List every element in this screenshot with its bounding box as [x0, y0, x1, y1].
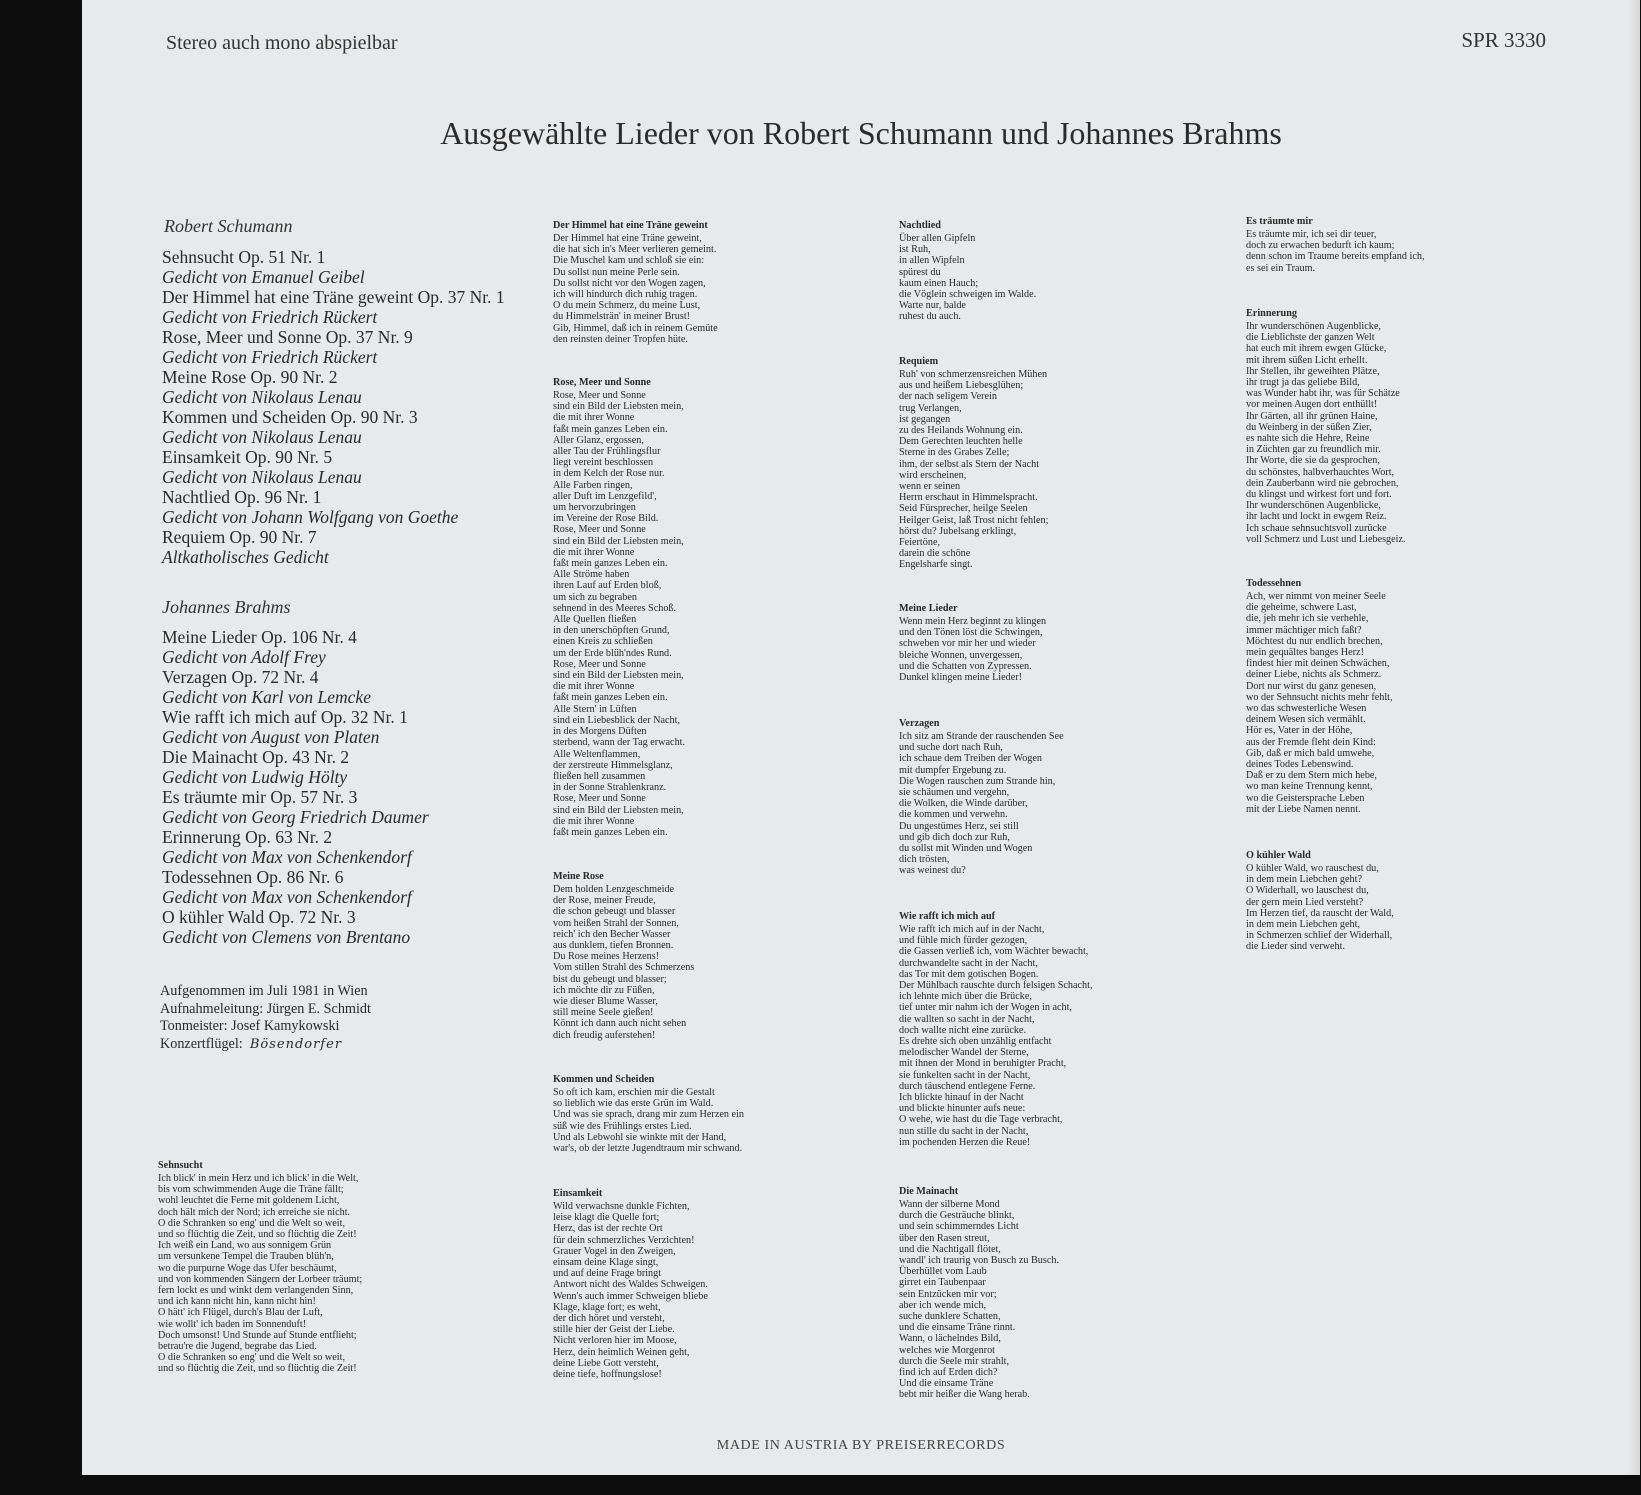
lyric-text: Ihr wunderschönen Augenblicke, die Lieblichste der ganzen Welt hat euch mit ihrem ewgen Glücke, mit ihrem süßen Licht erhellt. Ihr Stellen, ihr geweihten Plätze, ihr trugt ja das geliebe Bild, was Wunder habt ihr, was für Schätze vor meinen Augen dort enthüllt! Ihr Gärten, all ihr grünen Haine, du Weinberg in der süßen Zier, es nahte sich die Hehre, Reine in Züchten gar zu freundlich mir. Ihr Worte, die sie da gesprochen, du schönstes, halbverhauchtes Wort, dein Zauberbann wird nie gebrochen, du klingst und wirkest fort und fort. Ihr wunderschönen Augenblicke, ihr lacht und lockt in ewgem Reiz. Ich schaue sehnsuchtsvoll zurücke voll Schmerz und Lust und Liebesgeiz.	[1246, 321, 1406, 545]
track-entry	[162, 867, 562, 907]
lyric-block-rose-meer	[553, 377, 853, 838]
lyric-title: Requiem	[899, 356, 939, 367]
producer-credit: Aufnahmeleitung: Jürgen E. Schmidt	[160, 1000, 371, 1017]
lyric-block-todessehnen	[1246, 578, 1546, 815]
lyric-title: O kühler Wald	[1246, 850, 1311, 861]
track-title: Wie rafft ich mich auf Op. 32 Nr. 1	[162, 707, 408, 727]
lyric-text: Über allen Gipfeln ist Ruh, in allen Wipfeln spürest du kaum einen Hauch; die Vöglein schweigen im Walde. Warte nur, balde ruhest du auch.	[899, 233, 1037, 323]
track-poet: Gedicht von Max von Schenkendorf	[162, 887, 412, 907]
section-heading-schumann: Robert Schumann	[164, 216, 293, 236]
track-title: Todessehnen Op. 86 Nr. 6	[162, 867, 344, 887]
track-entry	[162, 627, 562, 667]
lyric-text: Dem holden Lenzgeschmeide der Rose, meiner Freude, die schon gebeugt und blasser vom heißen Strahl der Sonnen, reich' ich den Becher Wasser aus dunklem, tiefen Bronnen. Du Rose meines Herzens! Vom stillen Strahl des Schmerzens bist du gebeugt und blasser; ich möchte dir zu Füßen, wie dieser Blume Wasser, still meine Seele gießen! Könnt ich dann auch nicht sehen dich freudig auferstehen!	[553, 884, 695, 1041]
recording-date: Aufgenommen im Juli 1981 in Wien	[160, 983, 368, 999]
lyric-text: Wie rafft ich mich auf in der Nacht, und fühle mich fürder gezogen, die Gassen verließ ich, vom Wächter bewacht, durchwandelte sacht in der Nacht, das Tor mit dem gotischen Bogen. Der Mühlbach rauschte durch felsigen Schacht, ich lehnte mich über die Brücke, tief unter mir nahm ich der Wogen in acht, die wallten so sacht in der Nacht, doch wallte nicht eine zurücke. Es drehte sich oben unzählig entfacht melodischer Wandel der Sterne, mit ihnen der Mond in beruhigter Pracht, sie funkelten sacht in der Nacht, durch täuschend entlegene Ferne. Ich blickte hinauf in der Nacht und blickte hinunter aufs neue: O wehe, wie hast du die Tage verbracht, nun stille du sacht in der Nacht, im pochenden Herzen die Reue!	[899, 924, 1093, 1148]
lyric-block-himmel	[553, 220, 853, 345]
lyric-block-einsamkeit	[553, 1188, 853, 1380]
track-title: Einsamkeit Op. 90 Nr. 5	[162, 447, 333, 467]
lyric-block-requiem	[899, 356, 1199, 571]
lyric-title: Die Mainacht	[899, 1186, 959, 1197]
lyric-text: Ach, wer nimmt von meiner Seele die geheime, schwere Last, die, jeh mehr ich sie verhehle, immer mächtiger mich faßt? Möchtest du nur endlich brechen, mein gequältes banges Herz! findest hier mit deinen Schwächen, deiner Liebe, nichts als Schmerz. Dort nur wirst du ganz genesen, wo der Sehnsucht nichts mehr fehlt, wo das schwesterliche Wesen deinem Wesen sich vermählt. Hör es, Vater in der Höhe, aus der Fremde fleht dein Kind: Gib, daß er mich bald umwehe, deines Todes Lebenswind. Daß er zu dem Stern mich hebe, wo man keine Trennung kennt, wo die Geistersprache Leben mit der Liebe Namen nennt.	[1246, 591, 1393, 815]
track-poet: Gedicht von Friedrich Rückert	[162, 347, 378, 367]
lyric-block-meine-rose	[553, 871, 853, 1041]
record-sleeve-back	[82, 0, 1640, 1475]
track-title: Verzagen Op. 72 Nr. 4	[162, 667, 319, 687]
track-poet: Gedicht von Ludwig Hölty	[162, 767, 348, 787]
lyric-title: Erinnerung	[1246, 308, 1297, 319]
lyric-title: Rose, Meer und Sonne	[553, 377, 651, 388]
lyric-title: Wie rafft ich mich auf	[899, 911, 996, 922]
lyric-text: Der Himmel hat eine Träne geweint, die hat sich in's Meer verlieren gemeint. Die Muschel kam und schloß sie ein: Du sollst nun meine Perle sein. Du sollst nicht vor den Wogen zagen, ich will hindurch dich ruhig tragen. O du mein Schmerz, du meine Lust, du Himmelsträn' in meiner Brust! Gib, Himmel, daß ich in reinem Gemüte den reinsten deiner Tropfen hüte.	[553, 233, 718, 345]
lyric-title: Einsamkeit	[553, 1188, 603, 1199]
track-entry	[162, 787, 562, 827]
track-poet: Gedicht von Nikolaus Lenau	[162, 467, 362, 487]
lyric-text: O kühler Wald, wo rauschest du, in dem mein Liebchen geht? O Widerhall, wo lauschest du, der gern mein Lied versteht? Im Herzen tief, da rauscht der Wald, in dem mein Liebchen geht, in Schmerzen schlief der Widerhall, die Lieder sind verweht.	[1246, 863, 1394, 953]
track-title: Es träumte mir Op. 57 Nr. 3	[162, 787, 358, 807]
stereo-note: Stereo auch mono abspielbar	[166, 32, 398, 54]
track-poet: Gedicht von August von Platen	[162, 727, 380, 747]
lyric-text: Wild verwachsne dunkle Fichten, leise klagt die Quelle fort; Herz, das ist der rechte Ort für dein schmerzliches Verzichten! Grauer Vogel in den Zweigen, einsam deine Klage singt, und auf deine Frage bringt Antwort nicht des Waldes Schweigen. Wenn's auch immer Schweigen bliebe Klage, klage fort; es weht, der dich höret und versteht, stille hier der Geist der Liebe. Nicht verloren hier im Moose, Herz, dein heimlich Weinen geht, deine Liebe Gott versteht, deine tiefe, hoffnungslose!	[553, 1201, 708, 1381]
track-entry	[162, 827, 562, 867]
track-title: O kühler Wald Op. 72 Nr. 3	[162, 907, 356, 927]
track-entry	[162, 367, 562, 407]
piano-label: Konzertflügel:	[160, 1035, 243, 1052]
tracklist-brahms	[162, 627, 562, 947]
recording-credits	[160, 983, 371, 1053]
track-title: Requiem Op. 90 Nr. 7	[162, 527, 317, 547]
lyric-text: Es träumte mir, ich sei dir teuer, doch zu erwachen bedurft ich kaum; denn schon im Traume bereits empfand ich, es sei ein Traum.	[1246, 229, 1425, 274]
track-entry	[162, 907, 562, 947]
sleeve-edge	[1628, 0, 1640, 1475]
track-title: Meine Rose Op. 90 Nr. 2	[162, 367, 338, 387]
lyric-title: Sehnsucht	[158, 1160, 203, 1171]
lyric-block-kommen	[553, 1074, 853, 1154]
album-title: Ausgewählte Lieder von Robert Schumann und Johannes Brahms	[440, 115, 1282, 151]
track-entry	[162, 407, 562, 447]
track-entry	[162, 667, 562, 707]
lyric-text: Wenn mein Herz beginnt zu klingen und den Tönen löst die Schwingen, schweben vor mir her und wieder bleiche Wonnen, unvergessen, und die Schatten von Zypressen. Dunkel klingen meine Lieder!	[899, 616, 1047, 684]
track-poet: Gedicht von Georg Friedrich Daumer	[162, 807, 429, 827]
track-entry	[162, 327, 562, 367]
track-poet: Gedicht von Friedrich Rückert	[162, 307, 378, 327]
track-entry	[162, 707, 562, 747]
track-poet: Gedicht von Nikolaus Lenau	[162, 427, 362, 447]
track-title: Erinnerung Op. 63 Nr. 2	[162, 827, 333, 847]
lyric-title: Es träumte mir	[1246, 216, 1313, 227]
lyric-text: So oft ich kam, erschien mir die Gestalt so lieblich wie das erste Grün im Wald. Und was sie sprach, drang mir zum Herzen ein süß wie des Frühlings erstes Lied. Und als Lebwohl sie winkte mit der Hand, war's, ob der letzte Jugendtraum mir schwand.	[553, 1087, 744, 1155]
lyric-text: Rose, Meer und Sonne sind ein Bild der Liebsten mein, die mit ihrer Wonne faßt mein ganzes Leben ein. Aller Glanz, ergossen, aller Tau der Frühlingsflur liegt vereint beschlossen in dem Kelch der Rose nur. Alle Farben ringen, aller Duft im Lenzgefild', um hervorzubringen im Vereine der Rose Bild. Rose, Meer und Sonne sind ein Bild der Liebsten mein, die mit ihrer Wonne faßt mein ganzes Leben ein. Alle Ströme haben ihren Lauf auf Erden bloß, um sich zu begraben sehnend in des Meeres Schoß. Alle Quellen fließen in den unerschöpften Grund, einen Kreis zu schließen um der Erde blüh'ndes Rund. Rose, Meer und Sonne sind ein Bild der Liebsten mein, die mit ihrer Wonne faßt mein ganzes Leben ein. Alle Stern' in Lüften sind ein Liebesblick der Nacht, in des Morgens Düften sterbend, wann der Tag erwacht. Alle Weltenflammen, der zerstreute Himmelsglanz, fließen hell zusammen in der Sonne Strahlenkranz. Rose, Meer und Sonne sind ein Bild der Liebsten mein, die mit ihrer Wonne faßt mein ganzes Leben ein.	[553, 390, 686, 838]
track-title: Nachtlied Op. 96 Nr. 1	[162, 487, 322, 507]
track-poet: Gedicht von Adolf Frey	[162, 647, 326, 667]
lyric-title: Meine Lieder	[899, 603, 958, 614]
engineer-credit: Tonmeister: Josef Kamykowski	[160, 1018, 340, 1034]
lyric-text: Wann der silberne Mond durch die Gesträuche blinkt, und sein schimmerndes Licht über den Rasen streut, und die Nachtigall flötet, wandl' ich traurig von Busch zu Busch. Überhüllet vom Laub girret ein Taubenpaar sein Entzücken mir vor; aber ich wende mich, suche dunklere Schatten, und die einsame Träne rinnt. Wann, o lächelndes Bild, welches wie Morgenrot durch die Seele mir strahlt, find ich auf Erden dich? Und die einsame Träne bebt mir heißer die Wang herab.	[899, 1199, 1059, 1401]
track-title: Rose, Meer und Sonne Op. 37 Nr. 9	[162, 327, 413, 347]
lyric-title: Nachtlied	[899, 220, 941, 231]
lyric-block-sehnsucht	[158, 1160, 478, 1375]
track-poet: Gedicht von Max von Schenkendorf	[162, 847, 412, 867]
lyric-text: Ruh' von schmerzensreichen Mühen aus und heißem Liebesglühen; der nach seligem Verein trug Verlangen, ist gegangen zu des Heilands Wohnung ein. Dem Gerechten leuchten helle Sterne in des Grabes Zelle; ihm, der selbst als Stern der Nacht wird erscheinen, wenn er seinen Herrn erschaut in Himmelspracht. Seid Fürsprecher, heilge Seelen Heilger Geist, laß Trost nicht fehlen; hörst du? Jubelsang erklingt, Feiertöne, darein die schöne Engelsharfe singt.	[899, 369, 1049, 571]
lyric-title: Todessehnen	[1246, 578, 1302, 589]
lyric-block-meine-lieder	[899, 603, 1199, 683]
lyric-text: Ich sitz am Strande der rauschenden See und suche dort nach Ruh, ich schaue dem Treiben der Wogen mit dumpfer Ergebung zu. Die Wogen rauschen zum Strande hin, sie schäumen und vergehn, die Wolken, die Winde darüber, die kommen und verwehn. Du ungestümes Herz, sei still und gib dich doch zur Ruh, du sollst mit Winden und Wogen dich trösten, was weinest du?	[899, 731, 1064, 877]
track-poet: Altkatholisches Gedicht	[162, 547, 329, 567]
lyric-text: Ich blick' in mein Herz und ich blick' in die Welt, bis vom schwimmenden Auge die Träne fällt; wohl leuchtet die Ferne mit goldenem Licht, doch hält mich der Nord; ich erreiche sie nicht. O die Schranken so eng' und die Welt so weit, und so flüchtig die Zeit, und so flüchtig die Zeit! Ich weiß ein Land, wo aus sonnigem Grün um versunkene Tempel die Trauben blüh'n, wo die purpurne Woge das Ufer beschäumt, und von kommenden Sängern der Lorbeer träumt; fern lockt es und winkt dem verlangenden Sinn, und ich kann nicht hin, kann nicht hin! O hätt' ich Flügel, durch's Blau der Luft, wie wollt' ich baden im Sonnenduft! Doch umsonst! Und Stunde auf Stunde entflieht; betrau're die Jugend, begrabe das Lied. O die Schranken so eng' und die Welt so weit, und so flüchtig die Zeit, und so flüchtig die Zeit!	[158, 1173, 363, 1375]
track-title: Kommen und Scheiden Op. 90 Nr. 3	[162, 407, 418, 427]
lyric-block-mainacht	[899, 1186, 1199, 1401]
track-poet: Gedicht von Emanuel Geibel	[162, 267, 365, 287]
track-entry	[162, 487, 562, 527]
lyric-block-erinnerung	[1246, 308, 1546, 545]
piano-brand-logo: Bösendorfer	[249, 1036, 343, 1052]
catalog-number: SPR 3330	[1461, 28, 1546, 52]
track-poet: Gedicht von Johann Wolfgang von Goethe	[162, 507, 459, 527]
lyric-block-nachtlied	[899, 220, 1199, 323]
lyric-block-verzagen	[899, 718, 1199, 877]
piano-credit	[160, 1036, 371, 1054]
track-entry	[162, 247, 562, 287]
tracklist-schumann	[162, 247, 562, 567]
track-title: Sehnsucht Op. 51 Nr. 1	[162, 247, 326, 267]
lyric-block-wie-rafft	[899, 911, 1199, 1148]
lyric-block-es-traeumte	[1246, 216, 1546, 274]
manufacturer-note: MADE IN AUSTRIA BY PREISERRECORDS	[716, 1438, 1006, 1453]
section-heading-brahms: Johannes Brahms	[162, 597, 291, 617]
track-title: Die Mainacht Op. 43 Nr. 2	[162, 747, 350, 767]
track-poet: Gedicht von Karl von Lemcke	[162, 687, 371, 707]
lyric-title: Verzagen	[899, 718, 940, 729]
track-title: Der Himmel hat eine Träne geweint Op. 37 Nr. 1	[162, 287, 505, 307]
lyric-title: Der Himmel hat eine Träne geweint	[553, 220, 708, 231]
track-title: Meine Lieder Op. 106 Nr. 4	[162, 627, 357, 647]
track-entry	[162, 447, 562, 487]
lyric-block-kuehler-wald	[1246, 850, 1546, 953]
track-poet: Gedicht von Clemens von Brentano	[162, 927, 411, 947]
track-entry	[162, 527, 562, 567]
lyric-title: Kommen und Scheiden	[553, 1074, 655, 1085]
track-entry	[162, 747, 562, 787]
track-poet: Gedicht von Nikolaus Lenau	[162, 387, 362, 407]
track-entry	[162, 287, 562, 327]
lyric-title: Meine Rose	[553, 871, 604, 882]
